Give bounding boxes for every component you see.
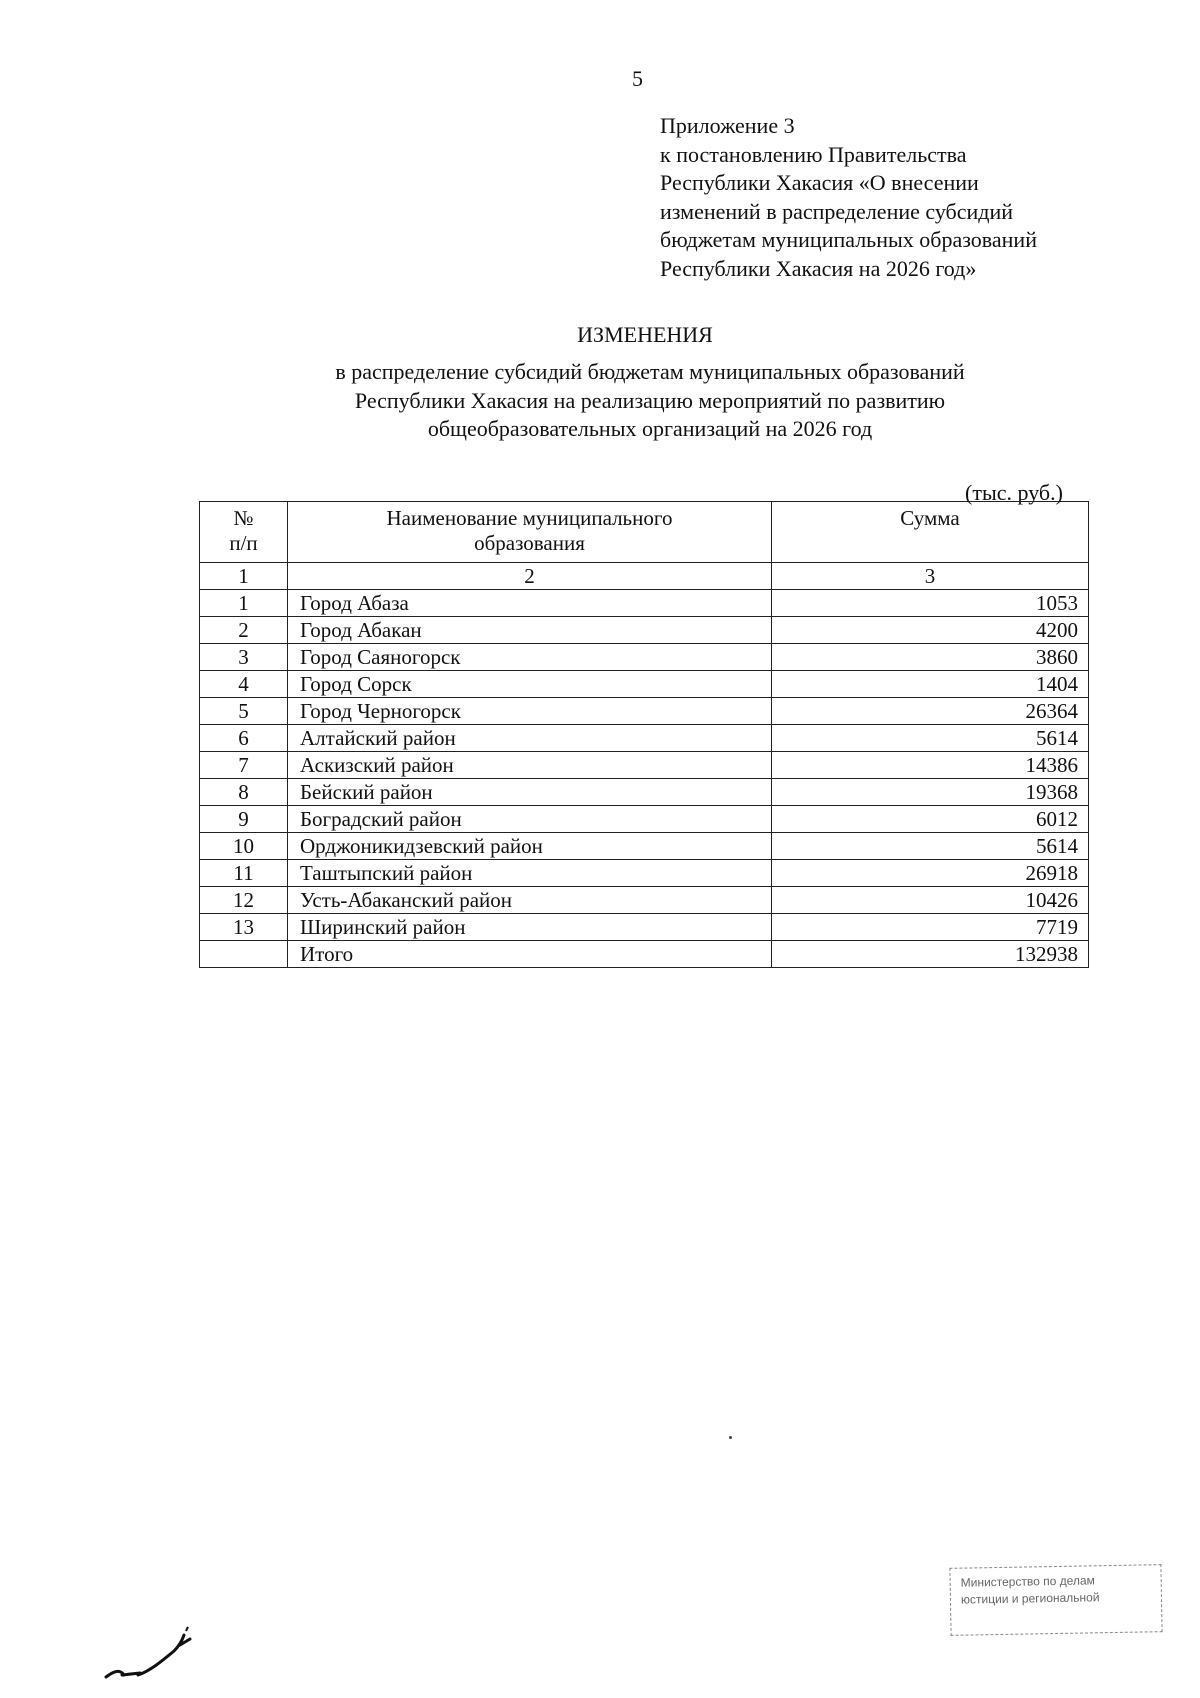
row-sum: 14386 <box>772 752 1089 779</box>
speck <box>729 1436 732 1439</box>
row-sum: 6012 <box>772 806 1089 833</box>
row-sum: 26364 <box>772 698 1089 725</box>
column-number-row <box>200 563 1089 590</box>
total-sum: 132938 <box>772 941 1089 968</box>
appendix-line: изменений в распределение субсидий <box>660 198 1014 224</box>
total-label: Итого <box>288 941 772 968</box>
row-municipality: Город Саяногорск <box>288 644 772 671</box>
row-sum: 19368 <box>772 779 1089 806</box>
document-subtitle <box>0 358 1200 444</box>
row-number: 13 <box>200 914 288 941</box>
row-number: 3 <box>200 644 288 671</box>
signature-mark <box>100 1625 210 1685</box>
column-number: 1 <box>200 563 288 590</box>
appendix-line: Республики Хакасия на 2026 год» <box>660 255 977 281</box>
row-number: 2 <box>200 617 288 644</box>
row-municipality: Орджоникидзевский район <box>288 833 772 860</box>
row-municipality: Город Абакан <box>288 617 772 644</box>
units-label: (тыс. руб.) <box>965 480 1063 505</box>
row-sum: 5614 <box>772 725 1089 752</box>
row-number: 4 <box>200 671 288 698</box>
header-number <box>200 502 288 563</box>
row-sum: 10426 <box>772 887 1089 914</box>
row-number: 1 <box>200 590 288 617</box>
row-sum: 5614 <box>772 833 1089 860</box>
row-sum: 7719 <box>772 914 1089 941</box>
total-empty-cell <box>200 941 288 968</box>
row-number: 12 <box>200 887 288 914</box>
row-number: 10 <box>200 833 288 860</box>
subtitle-line: Республики Хакасия на реализацию мероприятий по развитию <box>354 387 946 413</box>
row-number: 7 <box>200 752 288 779</box>
row-municipality: Город Сорск <box>288 671 772 698</box>
row-municipality: Боградский район <box>288 806 772 833</box>
table-row <box>200 698 1089 725</box>
header-number-line1: № <box>233 506 254 530</box>
row-number: 6 <box>200 725 288 752</box>
table-row <box>200 644 1089 671</box>
table-row <box>200 671 1089 698</box>
row-sum: 1053 <box>772 590 1089 617</box>
table-row <box>200 914 1089 941</box>
row-number: 8 <box>200 779 288 806</box>
column-number: 3 <box>772 563 1089 590</box>
table-row <box>200 806 1089 833</box>
row-municipality: Аскизский район <box>288 752 772 779</box>
header-name-line2: образования <box>474 531 585 555</box>
table-row <box>200 833 1089 860</box>
column-number: 2 <box>288 563 772 590</box>
table-row <box>200 725 1089 752</box>
appendix-line: Республики Хакасия «О внесении <box>660 170 979 195</box>
row-sum: 3860 <box>772 644 1089 671</box>
header-name <box>288 502 772 563</box>
row-sum: 1404 <box>772 671 1089 698</box>
row-municipality: Усть-Абаканский район <box>288 887 772 914</box>
appendix-line: бюджетам муниципальных образований <box>660 227 1037 252</box>
row-municipality: Город Черногорск <box>288 698 772 725</box>
row-sum: 4200 <box>772 617 1089 644</box>
stamp-line: юстиции и региональной <box>960 1590 1100 1607</box>
table-row <box>200 752 1089 779</box>
stamp-line: Министерство по делам <box>960 1573 1095 1590</box>
header-number-line2: п/п <box>229 531 258 555</box>
row-municipality: Алтайский район <box>288 725 772 752</box>
row-municipality: Ширинский район <box>288 914 772 941</box>
table-row <box>200 860 1089 887</box>
header-sum: Сумма <box>772 502 1089 563</box>
subtitle-line: общеобразовательных организаций на 2026 год <box>427 416 873 441</box>
row-municipality: Таштыпский район <box>288 860 772 887</box>
table-row <box>200 887 1089 914</box>
appendix-line: Приложение 3 <box>660 113 795 138</box>
row-number: 11 <box>200 860 288 887</box>
row-number: 5 <box>200 698 288 725</box>
table-row <box>200 779 1089 806</box>
appendix-block <box>660 112 1140 283</box>
subtitle-line: в распределение субсидий бюджетам муниципальных образований <box>335 359 965 384</box>
row-municipality: Город Абаза <box>288 590 772 617</box>
total-row <box>200 941 1089 968</box>
header-name-line1: Наименование муниципального <box>386 506 673 530</box>
document-title: ИЗМЕНЕНИЯ <box>577 322 713 347</box>
table-body <box>200 590 1089 941</box>
appendix-line: к постановлению Правительства <box>660 141 967 167</box>
page-number: 5 <box>632 66 643 91</box>
ministry-stamp <box>949 1564 1162 1636</box>
table-row <box>200 617 1089 644</box>
table-header-row <box>200 502 1089 563</box>
row-sum: 26918 <box>772 860 1089 887</box>
table-row <box>200 590 1089 617</box>
row-number: 9 <box>200 806 288 833</box>
subsidy-table <box>199 501 1089 968</box>
row-municipality: Бейский район <box>288 779 772 806</box>
